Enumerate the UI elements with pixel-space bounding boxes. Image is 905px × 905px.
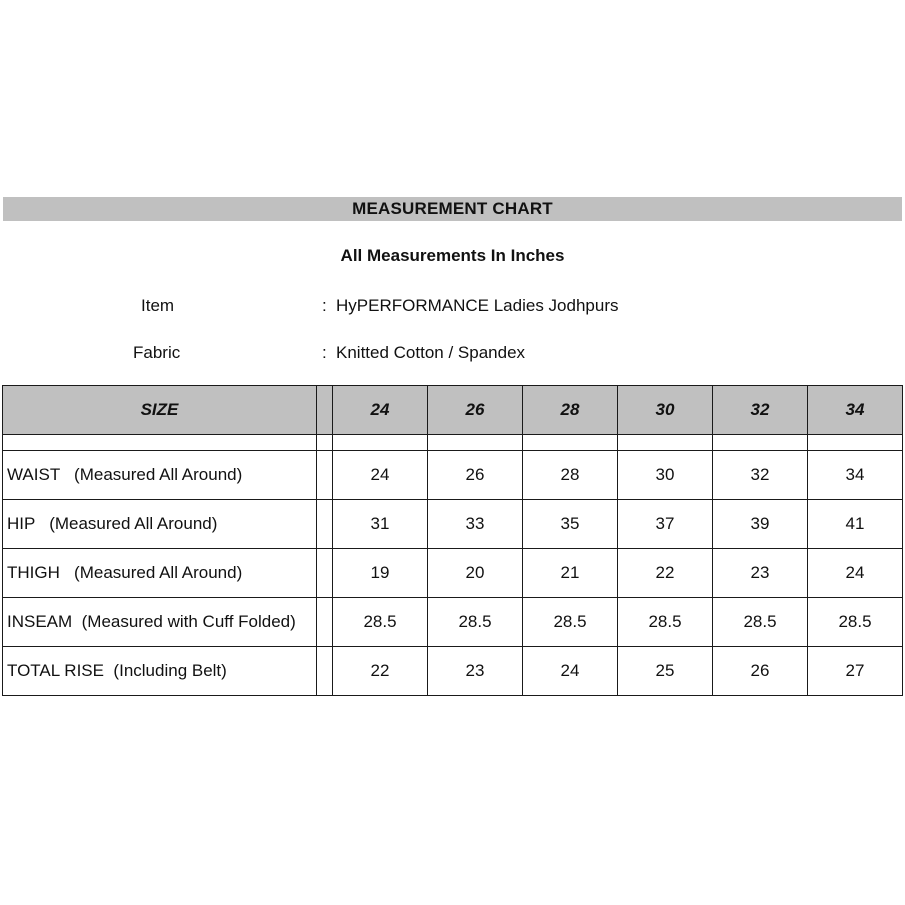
- row-gap-cell: [317, 451, 333, 500]
- table-cell: 20: [428, 549, 523, 598]
- table-row-hip: [3, 500, 903, 549]
- table-row-waist: [3, 451, 903, 500]
- item-separator: :: [322, 296, 327, 315]
- table-row-inseam: [3, 598, 903, 647]
- table-cell: 28.5: [333, 598, 428, 647]
- header-gap-cell: [317, 386, 333, 435]
- table-row-total-rise: [3, 647, 903, 696]
- table-cell: 33: [428, 500, 523, 549]
- size-header-26: 26: [428, 386, 523, 435]
- table-cell: 34: [808, 451, 903, 500]
- table-cell: 24: [333, 451, 428, 500]
- chart-title: MEASUREMENT CHART: [3, 197, 902, 221]
- table-cell: 26: [713, 647, 808, 696]
- row-gap-cell: [317, 598, 333, 647]
- table-row-thigh: [3, 549, 903, 598]
- table-cell: 28.5: [808, 598, 903, 647]
- spacer-cell: [317, 435, 333, 451]
- spacer-cell: [808, 435, 903, 451]
- spacer-row: [3, 435, 903, 451]
- table-cell: 24: [523, 647, 618, 696]
- item-value: HyPERFORMANCE Ladies Jodhpurs: [336, 296, 619, 315]
- table-cell: 28.5: [713, 598, 808, 647]
- table-header-row: [3, 386, 903, 435]
- size-header-24: 24: [333, 386, 428, 435]
- spacer-cell: [523, 435, 618, 451]
- table-cell: 35: [523, 500, 618, 549]
- table-cell: 23: [428, 647, 523, 696]
- row-label-hip: HIP (Measured All Around): [3, 500, 317, 549]
- spacer-cell: [618, 435, 713, 451]
- table-cell: 26: [428, 451, 523, 500]
- table-cell: 24: [808, 549, 903, 598]
- table-cell: 39: [713, 500, 808, 549]
- size-header: SIZE: [3, 386, 317, 435]
- table-cell: 22: [618, 549, 713, 598]
- table-cell: 28.5: [523, 598, 618, 647]
- table-cell: 30: [618, 451, 713, 500]
- row-label-waist: WAIST (Measured All Around): [3, 451, 317, 500]
- measurement-table: [2, 385, 903, 696]
- table-cell: 22: [333, 647, 428, 696]
- table-cell: 31: [333, 500, 428, 549]
- row-label-total-rise: TOTAL RISE (Including Belt): [3, 647, 317, 696]
- fabric-value: Knitted Cotton / Spandex: [336, 343, 526, 362]
- table-cell: 37: [618, 500, 713, 549]
- table-cell: 23: [713, 549, 808, 598]
- spacer-cell: [428, 435, 523, 451]
- table-cell: 32: [713, 451, 808, 500]
- spacer-cell: [3, 435, 317, 451]
- spacer-cell: [333, 435, 428, 451]
- size-header-28: 28: [523, 386, 618, 435]
- size-header-30: 30: [618, 386, 713, 435]
- row-gap-cell: [317, 647, 333, 696]
- table-cell: 28: [523, 451, 618, 500]
- table-cell: 28.5: [428, 598, 523, 647]
- table-cell: 19: [333, 549, 428, 598]
- table-cell: 27: [808, 647, 903, 696]
- fabric-separator: :: [322, 343, 327, 362]
- fabric-label: Fabric: [133, 343, 181, 362]
- row-label-thigh: THIGH (Measured All Around): [3, 549, 317, 598]
- spacer-cell: [713, 435, 808, 451]
- table-cell: 21: [523, 549, 618, 598]
- chart-subtitle: All Measurements In Inches: [340, 246, 565, 265]
- table-cell: 25: [618, 647, 713, 696]
- table-cell: 41: [808, 500, 903, 549]
- size-header-34: 34: [808, 386, 903, 435]
- row-label-inseam: INSEAM (Measured with Cuff Folded): [3, 598, 317, 647]
- row-gap-cell: [317, 500, 333, 549]
- size-header-32: 32: [713, 386, 808, 435]
- row-gap-cell: [317, 549, 333, 598]
- table-cell: 28.5: [618, 598, 713, 647]
- item-label: Item: [141, 296, 175, 315]
